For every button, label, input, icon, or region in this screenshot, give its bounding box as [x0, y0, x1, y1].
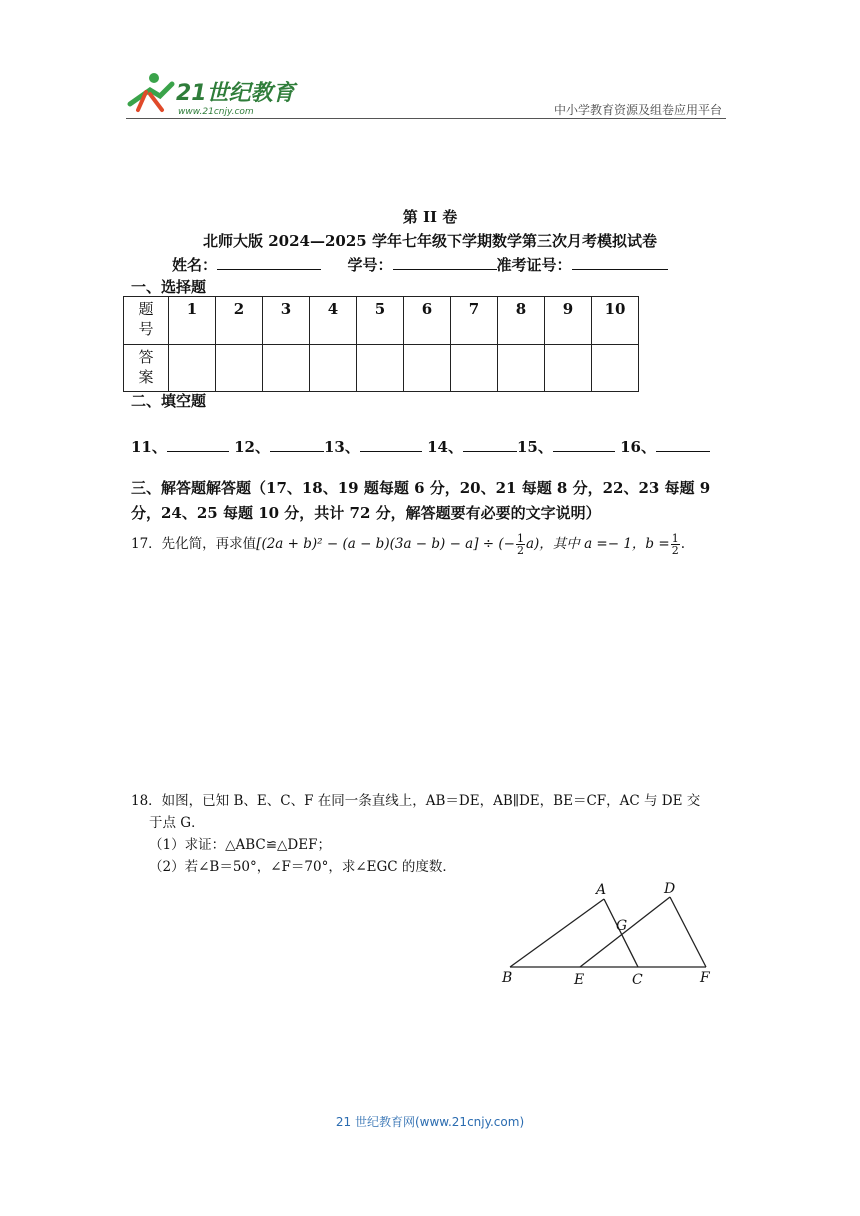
label-c: C [632, 972, 643, 988]
question-number: 2 [216, 297, 263, 345]
volume-label: 第 II 卷 [402, 208, 458, 226]
question-number: 5 [357, 297, 404, 345]
header-tagline: 中小学教育资源及组卷应用平台 [553, 103, 722, 117]
question-number: 4 [310, 297, 357, 345]
question-number: 10 [592, 297, 639, 345]
fraction: $\frac{1}{2}$ [671, 532, 679, 557]
answer-cell[interactable] [545, 345, 592, 392]
label-f: F [700, 970, 710, 986]
answer-table [123, 296, 639, 392]
label-a: A [596, 882, 607, 898]
page-title: 北师大版 2024—2025 学年七年级下学期数学第三次月考模拟试卷 [203, 232, 657, 250]
exam-number-label: 准考证号： [496, 256, 572, 274]
exam-number-blank[interactable] [572, 255, 668, 270]
svg-text:www.21cnjy.com: www.21cnjy.com [178, 107, 254, 117]
question-number: 9 [545, 297, 592, 345]
row-label-question: 题号 [124, 297, 169, 345]
site-logo [120, 70, 300, 122]
svg-text:21世纪教育: 21世纪教育 [176, 81, 295, 106]
fill-blank-row: 11、 12、 13、 14、 15、 16、 [131, 436, 710, 457]
name-label: 姓名： [172, 256, 218, 274]
row-label-answer: 答案 [124, 345, 169, 392]
segment-ab [510, 899, 604, 967]
segment-df [670, 897, 706, 967]
fill-blank[interactable] [656, 437, 710, 452]
name-blank[interactable] [217, 255, 321, 270]
section-choice-title: 一、选择题 [131, 278, 207, 296]
answer-cell[interactable] [169, 345, 216, 392]
question-number: 7 [451, 297, 498, 345]
section-solve-title: 三、解答题解答题（17、18、19 题每题 6 分，20、21 每题 8 分，22、23 每题 9 分，24、25 每题 10 分，共计 72 分，解答题要有必要的文字说明） [131, 479, 711, 522]
fill-blank[interactable] [463, 437, 517, 452]
question-number: 8 [498, 297, 545, 345]
label-d: D [664, 881, 676, 897]
answer-cell[interactable] [357, 345, 404, 392]
fill-blank[interactable] [167, 437, 229, 452]
answer-cell[interactable] [216, 345, 263, 392]
question-number: 1 [169, 297, 216, 345]
student-id-label: 学号： [347, 256, 393, 274]
label-g: G [616, 918, 628, 934]
student-id-blank[interactable] [393, 255, 497, 270]
fill-blank[interactable] [360, 437, 422, 452]
label-e: E [574, 972, 585, 988]
answer-cell[interactable] [310, 345, 357, 392]
footer-link[interactable]: 21 世纪教育网(www.21cnjy.com) [335, 1115, 525, 1129]
fraction: $\frac{1}{2}$ [516, 532, 524, 557]
answer-cell[interactable] [498, 345, 545, 392]
question-17: 17．先化简，再求值[(2a + b)² − (a − b)(3a − b) − a] ÷ (− $\frac{1}{2}$ a)，其中 a =− 1，b = $\frac{1}{2}$ . [131, 532, 685, 557]
triangle-figure [498, 878, 718, 988]
question-number: 3 [263, 297, 310, 345]
question-18: 18．如图，已知 B、E、C、F 在同一条直线上，AB＝DE，AB∥DE，BE＝CF，AC 与 DE 交 于点 G． （1）求证：△ABC≌△DEF； （2）若∠B＝50°，∠F＝70°，求∠EGC 的度数． [131, 793, 701, 875]
fill-blank[interactable] [553, 437, 615, 452]
answer-cell[interactable] [263, 345, 310, 392]
fill-blank[interactable] [270, 437, 324, 452]
section-fill-title: 二、填空题 [131, 392, 207, 410]
label-b: B [502, 970, 513, 986]
header-divider [126, 118, 726, 119]
runner-logo-icon [130, 73, 172, 110]
answer-cell[interactable] [451, 345, 498, 392]
answer-cell[interactable] [592, 345, 639, 392]
student-info-row [172, 254, 668, 275]
answer-cell[interactable] [404, 345, 451, 392]
question-number: 6 [404, 297, 451, 345]
